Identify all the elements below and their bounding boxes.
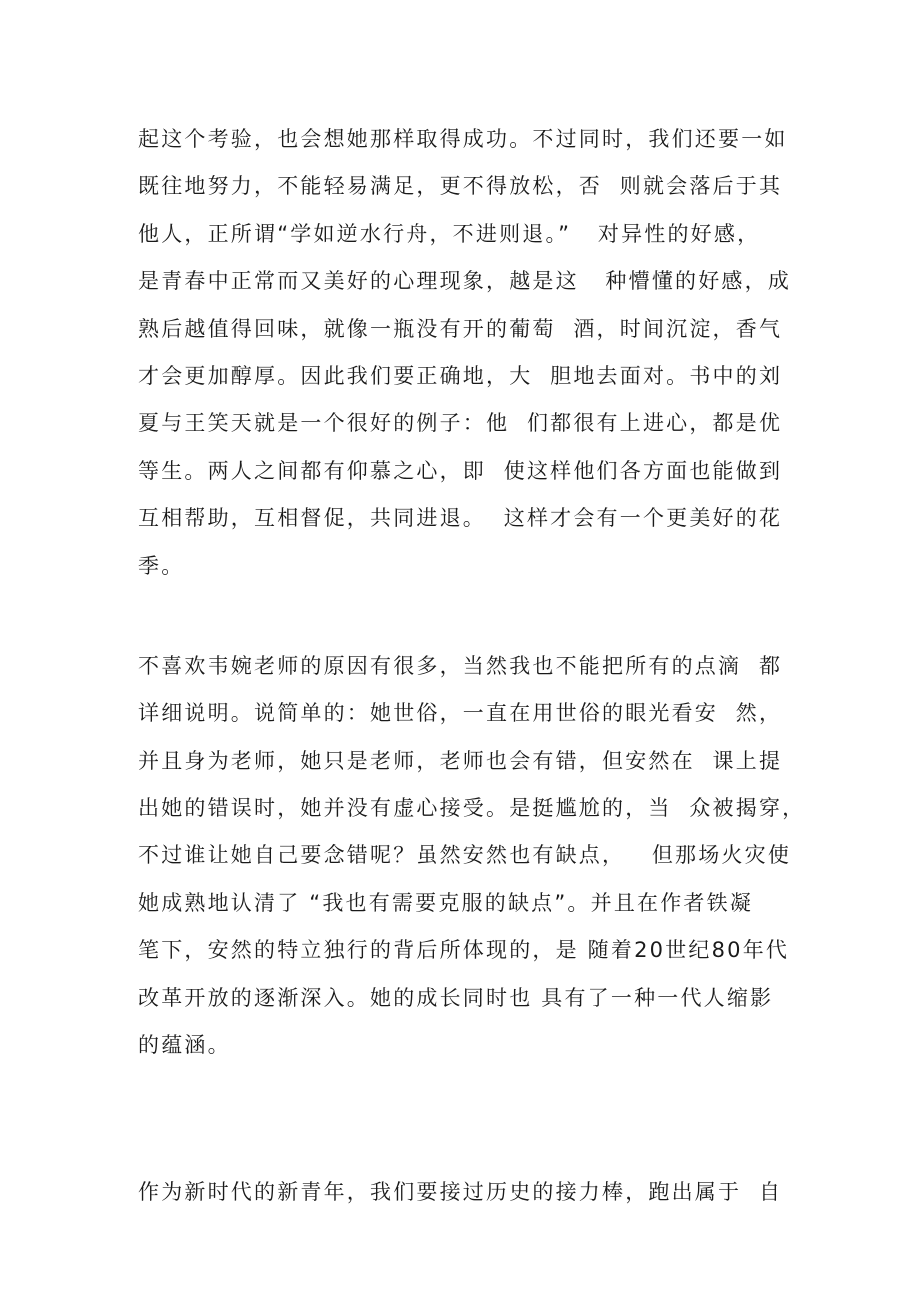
paragraph-1-line-10: 季。 xyxy=(138,554,185,578)
paragraph-2-line-2: 详细说明。说简单的：她世俗，一直在用世俗的眼光看安 然， xyxy=(138,701,783,725)
paragraph-2-line-1: 不喜欢韦婉老师的原因有很多，当然我也不能把所有的点滴 都 xyxy=(138,654,783,678)
paragraph-1-line-8: 等生。两人之间都有仰慕之心，即 使这样他们各方面也能做到 xyxy=(138,459,783,483)
paragraph-2-line-9: 的蕴涵。 xyxy=(138,1033,231,1057)
paragraph-1-line-9: 互相帮助，互相督促，共同进退。 这样才会有一个更美好的花 xyxy=(138,506,783,530)
paragraph-1-line-6: 才会更加醇厚。因此我们要正确地，大 胆地去面对。书中的刘 xyxy=(138,364,783,388)
paragraph-2-line-8: 改革开放的逐渐深入。她的成长同时也 具有了一种一代人缩影 xyxy=(138,986,774,1010)
paragraph-3-line-1: 作为新时代的新青年，我们要接过历史的接力棒，跑出属于 自 xyxy=(138,1180,783,1204)
paragraph-2-line-3: 并且身为老师，她只是老师，老师也会有错，但安然在 课上提 xyxy=(138,749,783,773)
paragraph-1-line-5: 熟后越值得回味，就像一瓶没有开的葡萄 酒，时间沉淀，香气 xyxy=(138,317,783,341)
paragraph-1-line-3: 他人，正所谓“学如逆水行舟，不进则退。” 对异性的好感， xyxy=(138,222,761,246)
paragraph-1-line-1: 起这个考验，也会想她那样取得成功。不过同时，我们还要一如 xyxy=(138,127,788,151)
paragraph-2-line-5: 不过谁让她自己要念错呢？虽然安然也有缺点， 但那场火灾使 xyxy=(138,843,792,867)
paragraph-2-line-6: 她成熟地认清了 “我也有需要克服的缺点”。并且在作者铁凝 xyxy=(138,891,754,915)
paragraph-1-line-4: 是青春中正常而又美好的心理现象，越是这 种懵懂的好感，成 xyxy=(138,269,792,293)
paragraph-2-line-7: 笔下，安然的特立独行的背后所体现的，是 随着20世纪80年代 xyxy=(138,938,790,962)
paragraph-1-line-7: 夏与王笑天就是一个很好的例子：他 们都很有上进心，都是优 xyxy=(138,411,783,435)
paragraph-2-line-4: 出她的错误时，她并没有虚心接受。是挺尴尬的，当 众被揭穿， xyxy=(138,796,806,820)
paragraph-1-line-2: 既往地努力，不能轻易满足，更不得放松，否 则就会落后于其 xyxy=(138,174,783,198)
